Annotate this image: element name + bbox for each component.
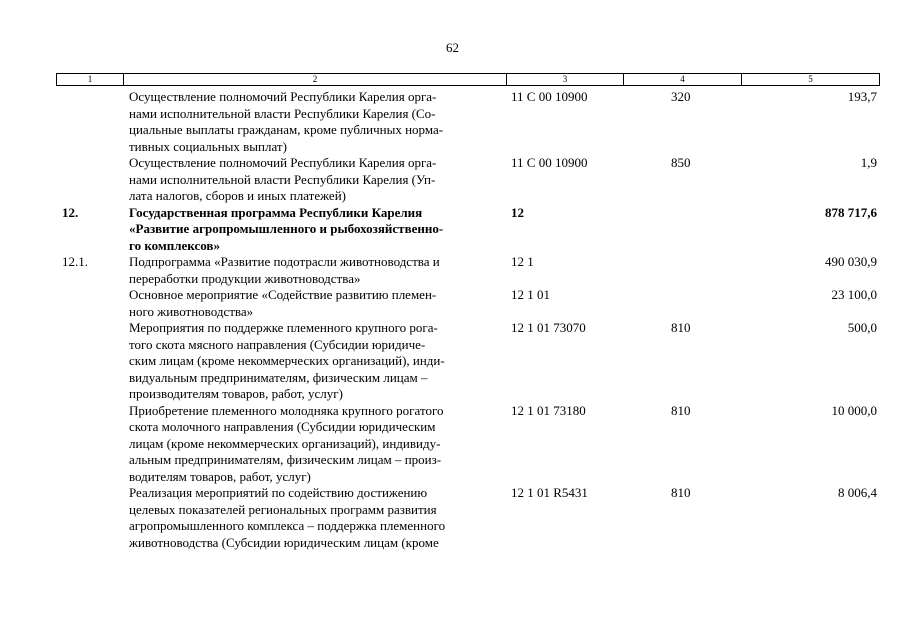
row-name: Осуществление полномочий Республики Карелия орга- нами исполнительной власти Республики Карелия (Уп- лата налогов, сборов и иных платежей) [129, 155, 437, 203]
table-row [56, 205, 880, 255]
row-number [56, 287, 129, 320]
row-expense-type [671, 287, 801, 320]
row-name: Мероприятия по поддержке племенного крупного рога- того скота мясного направления (Субсидии юридиче- ским лицам (кроме некоммерческих организаций), инди- видуальным предпринимателям, физическим лицам – производителям товаров, работ, услуг) [129, 320, 445, 401]
row-number: 12. [62, 204, 79, 220]
row-amount: 193,7 [847, 89, 877, 104]
row-code: 12 1 01 73070 [511, 320, 586, 335]
row-name: Осуществление полномочий Республики Карелия орга- нами исполнительной власти Республики Карелия (Со- циальные выплаты гражданам, кроме публичных норма- тивных социальных выплат) [129, 89, 444, 154]
table-body [56, 89, 880, 551]
table-row [56, 254, 880, 287]
row-expense-type: 810 [671, 402, 691, 418]
row-code: 12 [511, 204, 524, 220]
table-header [56, 73, 880, 86]
row-amount: 10 000,0 [831, 402, 877, 418]
row-name: Приобретение племенного молодняка крупного рогатого скота молочного направления (Субсидии юридическим лицам (кроме некоммерческих организаций), индивиду- альным предпринимателям, физическим лицам – произ- водителям товаров, работ, услуг) [129, 402, 444, 484]
row-name: Подпрограмма «Развитие подотрасли животноводства и переработки продукции животноводства» [129, 254, 440, 286]
row-number [56, 155, 129, 205]
header-col-1: 1 [57, 74, 124, 85]
page-number: 62 [446, 40, 459, 55]
table-row [56, 155, 880, 205]
row-number [56, 485, 129, 551]
row-expense-type: 810 [671, 320, 691, 335]
header-col-4: 4 [624, 74, 742, 85]
row-code: 12 1 [511, 254, 534, 269]
table-row [56, 485, 880, 551]
row-amount: 23 100,0 [831, 287, 877, 302]
row-code: 11 С 00 10900 [511, 155, 588, 170]
row-number: 12.1. [62, 254, 88, 269]
table-row [56, 89, 880, 155]
header-col-2: 2 [124, 74, 507, 85]
table-row [56, 320, 880, 403]
header-col-3: 3 [507, 74, 624, 85]
row-expense-type [671, 254, 801, 287]
row-expense-type: 320 [671, 89, 691, 104]
row-code: 11 С 00 10900 [511, 89, 588, 104]
row-amount: 500,0 [847, 320, 877, 335]
row-number [56, 320, 129, 403]
row-amount: 8 006,4 [838, 485, 877, 500]
row-number [56, 403, 129, 486]
row-code: 12 1 01 73180 [511, 402, 586, 418]
row-name: Государственная программа Республики Карелия «Развитие агропромышленного и рыбохозяйственно- го комплексов» [129, 204, 444, 253]
row-code: 12 1 01 [511, 287, 550, 302]
row-name: Основное мероприятие «Содействие развитию племен- ного животноводства» [129, 287, 437, 319]
row-name: Реализация мероприятий по содействию достижению целевых показателей региональных программ развития агропромышленного комплекса – поддержка племенного животноводства (Субсидии юридическим лицам (кроме [129, 485, 446, 550]
row-expense-type: 810 [671, 485, 691, 500]
row-amount: 878 717,6 [825, 204, 877, 220]
row-code: 12 1 01 R5431 [511, 485, 588, 500]
table-row [56, 403, 880, 486]
header-col-5: 5 [808, 74, 813, 84]
table-row [56, 287, 880, 320]
row-amount: 1,9 [860, 155, 877, 170]
row-amount: 490 030,9 [825, 254, 877, 269]
row-expense-type [671, 205, 801, 255]
row-expense-type: 850 [671, 155, 691, 170]
row-number [56, 89, 129, 155]
